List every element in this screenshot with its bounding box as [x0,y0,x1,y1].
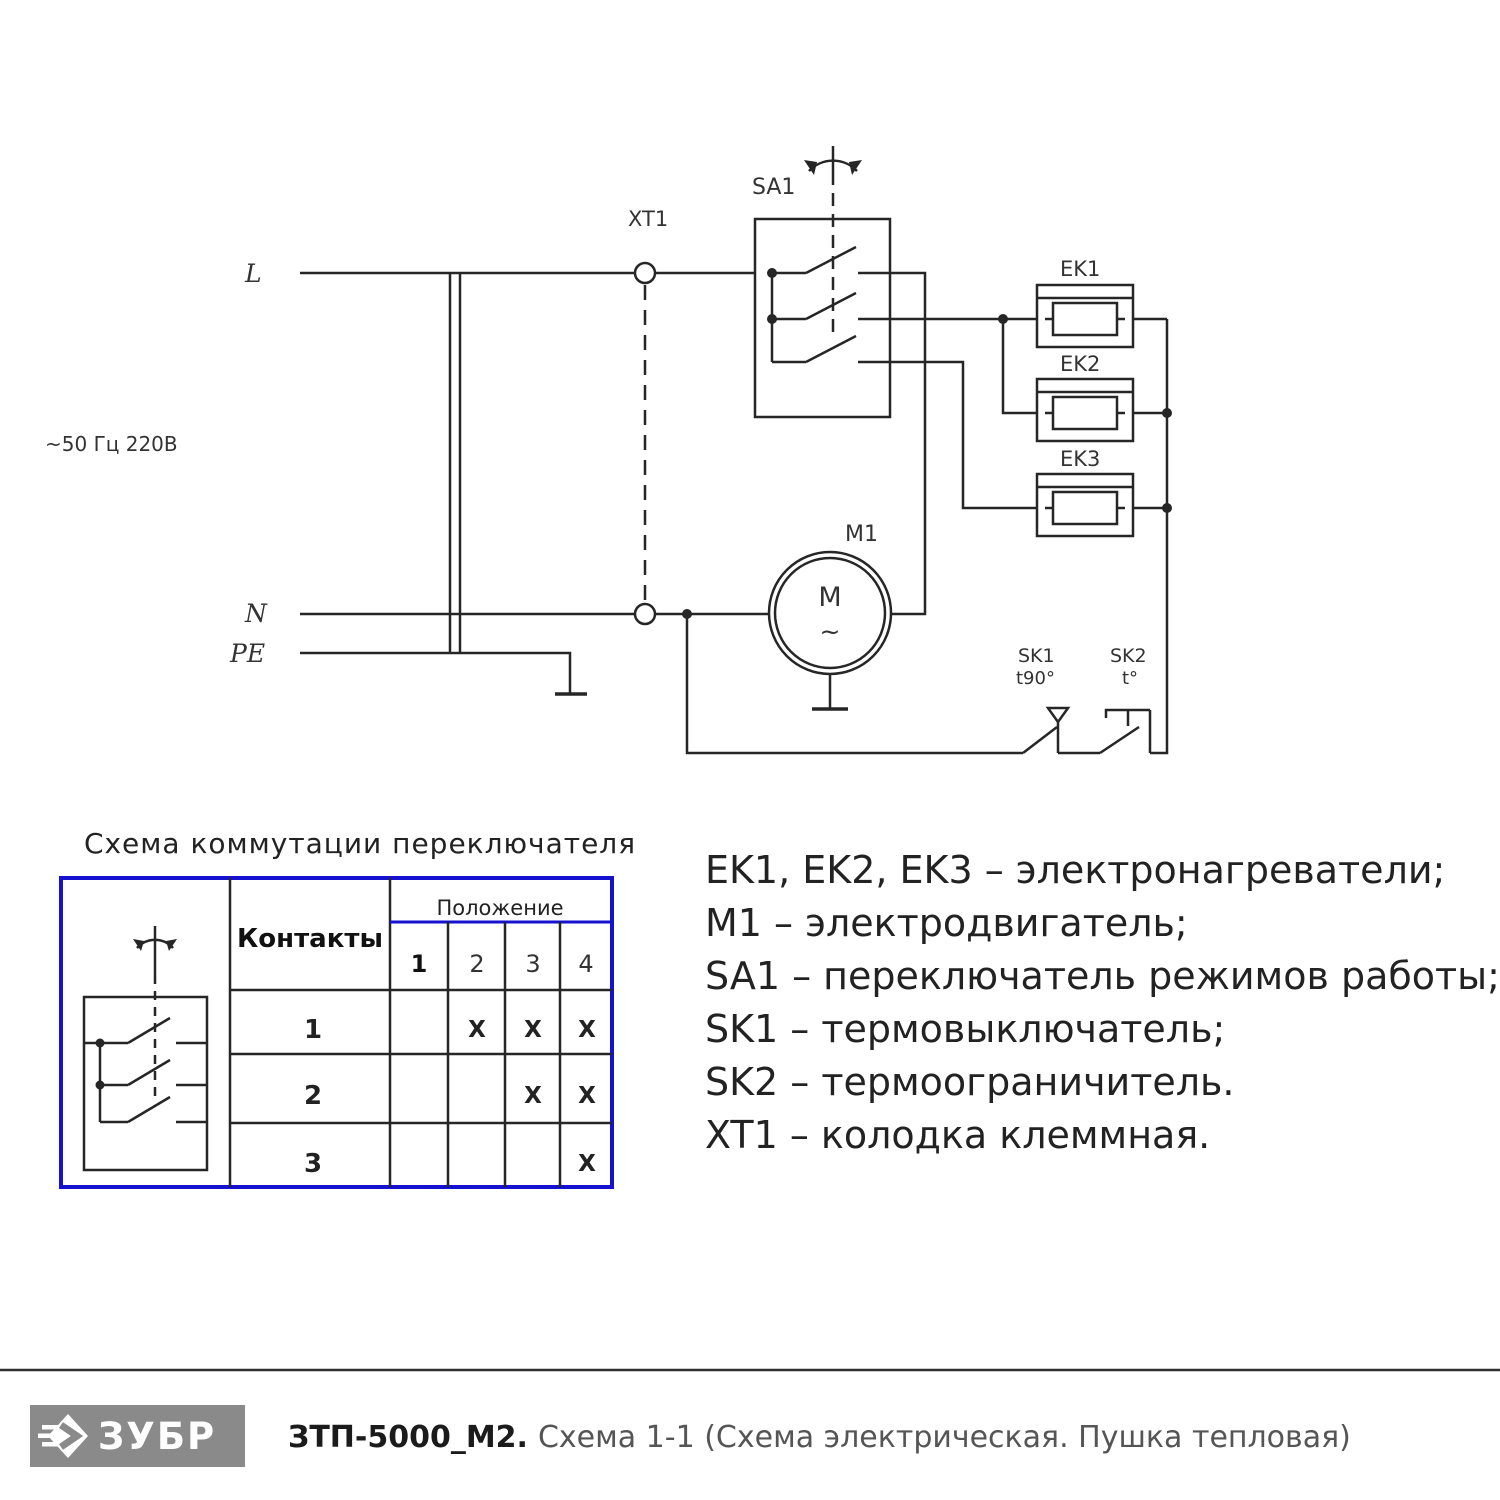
mark-r1-p4: X [578,1017,596,1043]
thermal-protection-chain [687,614,1150,753]
table-switch-symbol [84,926,207,1170]
sk1-output-wire [1058,722,1100,753]
sk1-label: SK1 [1018,645,1055,667]
xt1-terminal-block [628,207,772,624]
line-pe-label: PE [230,639,266,668]
contact-row-3: 3 [303,1149,323,1179]
position-3: 3 [525,950,541,978]
motor-ac-symbol: ~ [819,617,841,646]
footer-model: ЗТП-5000_М2. [288,1420,528,1455]
ek1-element [1053,303,1117,335]
sa1-label: SA1 [752,175,796,200]
m1-label: M1 [845,522,878,547]
return-bus [1150,319,1167,753]
symbol-contact-3 [100,1097,207,1122]
sk2-fixed-contact [1106,710,1150,753]
symbol-arc-arrow-left [133,939,144,951]
ek3-heater [1037,447,1133,536]
xt1-label: XT1 [628,207,669,231]
sa1-arc-arrow-right [849,160,862,175]
contact-row-2: 2 [303,1081,323,1111]
commutation-table [61,827,636,1187]
legend-item: XT1 – колодка клеммная. [705,1113,1211,1157]
mark-r3-p4: X [578,1151,596,1177]
contact-row-1: 1 [303,1015,323,1045]
sa1-mode-switch [752,146,890,417]
xt1-terminal-l [635,263,655,283]
ek3-label: EK3 [1060,447,1101,471]
legend-item: SK2 – термоограничитель. [705,1060,1235,1104]
heater-return-bus [1133,319,1172,753]
sk1-blade [1023,727,1057,753]
sk1-fixed-contact [1048,708,1068,722]
symbol-contact-1 [100,1018,207,1043]
mark-r1-p2: X [468,1017,486,1043]
ek1-heater [1037,257,1133,347]
heater-right-leads [1133,319,1167,508]
wire-pe [300,653,570,693]
junction-dot [1162,408,1172,418]
line-l-label: L [245,259,262,288]
legend-item: SK1 – термовыключатель; [705,1007,1226,1051]
position-1: 1 [410,950,428,978]
wire-branch-to-ek2 [1003,319,1037,413]
mark-r2-p3: X [524,1083,542,1109]
legend-item: EK1, EK2, EK3 – электронагреватели; [705,848,1446,892]
legend-item: M1 – электродвигатель; [705,901,1188,945]
position-2: 2 [469,950,485,978]
position-4: 4 [578,950,594,978]
legend [705,848,1500,1157]
contacts-header: Контакты [237,924,383,954]
table-row-lines [230,990,612,1123]
sk1-temp-label: t90° [1016,668,1055,689]
sk2-label: SK2 [1110,645,1147,667]
mark-r1-p3: X [524,1017,542,1043]
ek2-element [1053,397,1117,429]
position-header: Положение [436,896,564,920]
motor-m-symbol: M [818,582,842,613]
legend-item: SA1 – переключатель режимов работы; [705,954,1500,998]
sk2-temp-label: t° [1122,668,1139,689]
mark-r2-p4: X [578,1083,596,1109]
m1-motor [682,522,891,709]
sk2-blade [1100,727,1139,753]
symbol-arc-arrow-right [166,939,177,951]
sa1-arc-arrow-left [804,160,817,175]
symbol-contact-2 [100,1060,207,1085]
power-input-lines [45,259,635,694]
ek2-heater [1037,352,1133,441]
brand-name: ЗУБР [98,1415,217,1458]
xt1-terminal-n [635,604,655,624]
table-title: Схема коммутации переключателя [83,827,637,860]
line-n-label: N [245,599,267,628]
motor-inner-circle [775,558,885,668]
footer [0,1370,1500,1467]
junction-dot [1162,503,1172,513]
ek3-element [1053,492,1117,524]
ek2-label: EK2 [1060,352,1101,376]
footer-description: Схема 1-1 (Схема электрическая. Пушка тепловая) [537,1420,1351,1455]
ek1-label: EK1 [1060,257,1101,281]
footer-title [288,1420,1351,1455]
zubr-logo [30,1405,245,1467]
supply-rating-label: ~50 Гц 220В [45,432,178,456]
